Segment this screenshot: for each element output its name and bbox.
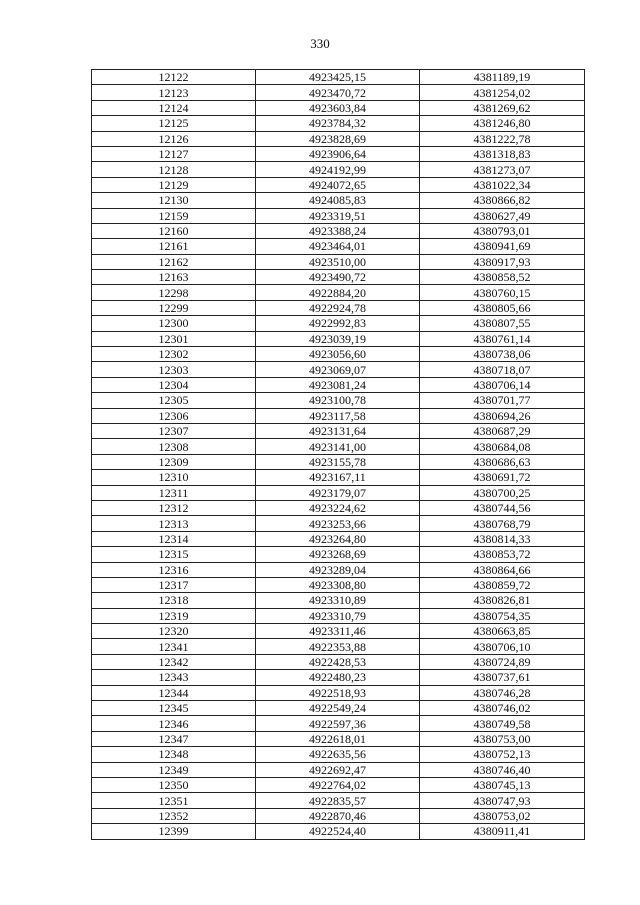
point-number-cell: 12306 [92,408,256,423]
point-number-cell: 12124 [92,100,256,115]
table-row [92,408,585,423]
y-coordinate-cell: 4380700,25 [420,485,585,500]
table-row [92,608,585,623]
point-number-cell: 12304 [92,377,256,392]
table-row [92,516,585,531]
point-number-cell: 12305 [92,393,256,408]
x-coordinate-cell: 4922764,02 [256,777,420,792]
y-coordinate-cell: 4380706,10 [420,639,585,654]
x-coordinate-cell: 4923906,64 [256,146,420,161]
x-coordinate-cell: 4923308,80 [256,577,420,592]
table-row [92,562,585,577]
point-number-cell: 12301 [92,331,256,346]
point-number-cell: 12302 [92,347,256,362]
table-row [92,254,585,269]
point-number-cell: 12127 [92,146,256,161]
point-number-cell: 12307 [92,423,256,438]
x-coordinate-cell: 4923039,19 [256,331,420,346]
table-row [92,654,585,669]
table-row [92,485,585,500]
table-row [92,547,585,562]
x-coordinate-cell: 4922635,56 [256,747,420,762]
y-coordinate-cell: 4380814,33 [420,531,585,546]
table-row [92,146,585,161]
table-row [92,685,585,700]
coordinates-table-body [92,70,585,840]
x-coordinate-cell: 4923100,78 [256,393,420,408]
y-coordinate-cell: 4380749,58 [420,716,585,731]
table-row [92,116,585,131]
x-coordinate-cell: 4923603,84 [256,100,420,115]
x-coordinate-cell: 4922597,36 [256,716,420,731]
y-coordinate-cell: 4381273,07 [420,162,585,177]
point-number-cell: 12299 [92,300,256,315]
table-row [92,470,585,485]
x-coordinate-cell: 4923131,64 [256,423,420,438]
y-coordinate-cell: 4380746,02 [420,701,585,716]
y-coordinate-cell: 4380738,06 [420,347,585,362]
table-row [92,70,585,85]
point-number-cell: 12311 [92,485,256,500]
y-coordinate-cell: 4380941,69 [420,239,585,254]
x-coordinate-cell: 4923470,72 [256,85,420,100]
y-coordinate-cell: 4380706,14 [420,377,585,392]
y-coordinate-cell: 4380724,89 [420,654,585,669]
table-row [92,285,585,300]
x-coordinate-cell: 4923464,01 [256,239,420,254]
point-number-cell: 12351 [92,793,256,808]
x-coordinate-cell: 4922353,88 [256,639,420,654]
point-number-cell: 12303 [92,362,256,377]
x-coordinate-cell: 4923167,11 [256,470,420,485]
table-row [92,347,585,362]
table-row [92,393,585,408]
y-coordinate-cell: 4380753,02 [420,808,585,823]
table-row [92,777,585,792]
table-row [92,624,585,639]
point-number-cell: 12160 [92,223,256,238]
table-row [92,439,585,454]
x-coordinate-cell: 4923155,78 [256,454,420,469]
x-coordinate-cell: 4922835,57 [256,793,420,808]
x-coordinate-cell: 4923264,80 [256,531,420,546]
table-row [92,531,585,546]
table-row [92,454,585,469]
x-coordinate-cell: 4923425,15 [256,70,420,85]
table-row [92,701,585,716]
table-row [92,670,585,685]
table-row [92,377,585,392]
point-number-cell: 12126 [92,131,256,146]
x-coordinate-cell: 4923510,00 [256,254,420,269]
point-number-cell: 12319 [92,608,256,623]
table-row [92,208,585,223]
x-coordinate-cell: 4923310,79 [256,608,420,623]
x-coordinate-cell: 4922549,24 [256,701,420,716]
point-number-cell: 12161 [92,239,256,254]
y-coordinate-cell: 4380807,55 [420,316,585,331]
point-number-cell: 12128 [92,162,256,177]
y-coordinate-cell: 4380859,72 [420,577,585,592]
y-coordinate-cell: 4380768,79 [420,516,585,531]
x-coordinate-cell: 4924072,65 [256,177,420,192]
x-coordinate-cell: 4923319,51 [256,208,420,223]
point-number-cell: 12310 [92,470,256,485]
x-coordinate-cell: 4923179,07 [256,485,420,500]
point-number-cell: 12348 [92,747,256,762]
point-number-cell: 12343 [92,670,256,685]
table-row [92,331,585,346]
y-coordinate-cell: 4380684,08 [420,439,585,454]
point-number-cell: 12344 [92,685,256,700]
table-row [92,747,585,762]
x-coordinate-cell: 4922692,47 [256,762,420,777]
x-coordinate-cell: 4924085,83 [256,193,420,208]
table-row [92,223,585,238]
x-coordinate-cell: 4923828,69 [256,131,420,146]
point-number-cell: 12399 [92,824,256,839]
y-coordinate-cell: 4380753,00 [420,731,585,746]
y-coordinate-cell: 4380718,07 [420,362,585,377]
y-coordinate-cell: 4380752,13 [420,747,585,762]
table-row [92,731,585,746]
y-coordinate-cell: 4381254,02 [420,85,585,100]
y-coordinate-cell: 4380858,52 [420,270,585,285]
y-coordinate-cell: 4380746,40 [420,762,585,777]
table-row [92,100,585,115]
x-coordinate-cell: 4922518,93 [256,685,420,700]
table-row [92,423,585,438]
point-number-cell: 12342 [92,654,256,669]
x-coordinate-cell: 4923490,72 [256,270,420,285]
y-coordinate-cell: 4381269,62 [420,100,585,115]
table-row [92,577,585,592]
point-number-cell: 12162 [92,254,256,269]
point-number-cell: 12352 [92,808,256,823]
y-coordinate-cell: 4380805,66 [420,300,585,315]
table-row [92,239,585,254]
table-row [92,824,585,839]
x-coordinate-cell: 4922884,20 [256,285,420,300]
point-number-cell: 12314 [92,531,256,546]
point-number-cell: 12298 [92,285,256,300]
table-row [92,762,585,777]
table-row [92,85,585,100]
y-coordinate-cell: 4380866,82 [420,193,585,208]
y-coordinate-cell: 4381022,34 [420,177,585,192]
table-row [92,500,585,515]
page-number: 330 [310,36,330,51]
point-number-cell: 12122 [92,70,256,85]
x-coordinate-cell: 4923117,58 [256,408,420,423]
point-number-cell: 12300 [92,316,256,331]
table-row [92,270,585,285]
point-number-cell: 12130 [92,193,256,208]
table-row [92,131,585,146]
table-row [92,300,585,315]
point-number-cell: 12312 [92,500,256,515]
table-row [92,716,585,731]
table-row [92,362,585,377]
point-number-cell: 12346 [92,716,256,731]
y-coordinate-cell: 4380745,13 [420,777,585,792]
point-number-cell: 12159 [92,208,256,223]
x-coordinate-cell: 4922524,40 [256,824,420,839]
x-coordinate-cell: 4922618,01 [256,731,420,746]
y-coordinate-cell: 4381318,83 [420,146,585,161]
y-coordinate-cell: 4381189,19 [420,70,585,85]
y-coordinate-cell: 4380627,49 [420,208,585,223]
point-number-cell: 12313 [92,516,256,531]
table-row [92,316,585,331]
table-row [92,593,585,608]
x-coordinate-cell: 4923311,46 [256,624,420,639]
y-coordinate-cell: 4380701,77 [420,393,585,408]
x-coordinate-cell: 4922870,46 [256,808,420,823]
x-coordinate-cell: 4923069,07 [256,362,420,377]
y-coordinate-cell: 4380747,93 [420,793,585,808]
table-row [92,162,585,177]
point-number-cell: 12315 [92,547,256,562]
y-coordinate-cell: 4380686,63 [420,454,585,469]
table-row [92,808,585,823]
y-coordinate-cell: 4380917,93 [420,254,585,269]
x-coordinate-cell: 4923289,04 [256,562,420,577]
y-coordinate-cell: 4380737,61 [420,670,585,685]
point-number-cell: 12318 [92,593,256,608]
x-coordinate-cell: 4923081,24 [256,377,420,392]
point-number-cell: 12309 [92,454,256,469]
y-coordinate-cell: 4380691,72 [420,470,585,485]
y-coordinate-cell: 4380694,26 [420,408,585,423]
point-number-cell: 12320 [92,624,256,639]
x-coordinate-cell: 4923253,66 [256,516,420,531]
y-coordinate-cell: 4380760,15 [420,285,585,300]
y-coordinate-cell: 4380744,56 [420,500,585,515]
point-number-cell: 12129 [92,177,256,192]
point-number-cell: 12163 [92,270,256,285]
x-coordinate-cell: 4922428,53 [256,654,420,669]
coordinates-table [91,69,585,840]
y-coordinate-cell: 4380864,66 [420,562,585,577]
x-coordinate-cell: 4922992,83 [256,316,420,331]
y-coordinate-cell: 4380663,85 [420,624,585,639]
y-coordinate-cell: 4380761,14 [420,331,585,346]
table-row [92,793,585,808]
point-number-cell: 12345 [92,701,256,716]
y-coordinate-cell: 4381222,78 [420,131,585,146]
point-number-cell: 12347 [92,731,256,746]
y-coordinate-cell: 4380746,28 [420,685,585,700]
x-coordinate-cell: 4923388,24 [256,223,420,238]
point-number-cell: 12341 [92,639,256,654]
x-coordinate-cell: 4922480,23 [256,670,420,685]
x-coordinate-cell: 4923310,89 [256,593,420,608]
y-coordinate-cell: 4380826,81 [420,593,585,608]
point-number-cell: 12316 [92,562,256,577]
x-coordinate-cell: 4923784,32 [256,116,420,131]
y-coordinate-cell: 4380687,29 [420,423,585,438]
x-coordinate-cell: 4924192,99 [256,162,420,177]
table-row [92,177,585,192]
point-number-cell: 12123 [92,85,256,100]
table-row [92,193,585,208]
y-coordinate-cell: 4380754,35 [420,608,585,623]
point-number-cell: 12317 [92,577,256,592]
x-coordinate-cell: 4923056,60 [256,347,420,362]
x-coordinate-cell: 4922924,78 [256,300,420,315]
point-number-cell: 12125 [92,116,256,131]
point-number-cell: 12350 [92,777,256,792]
y-coordinate-cell: 4381246,80 [420,116,585,131]
point-number-cell: 12308 [92,439,256,454]
point-number-cell: 12349 [92,762,256,777]
x-coordinate-cell: 4923141,00 [256,439,420,454]
table-row [92,639,585,654]
x-coordinate-cell: 4923268,69 [256,547,420,562]
y-coordinate-cell: 4380853,72 [420,547,585,562]
y-coordinate-cell: 4380793,01 [420,223,585,238]
x-coordinate-cell: 4923224,62 [256,500,420,515]
y-coordinate-cell: 4380911,41 [420,824,585,839]
